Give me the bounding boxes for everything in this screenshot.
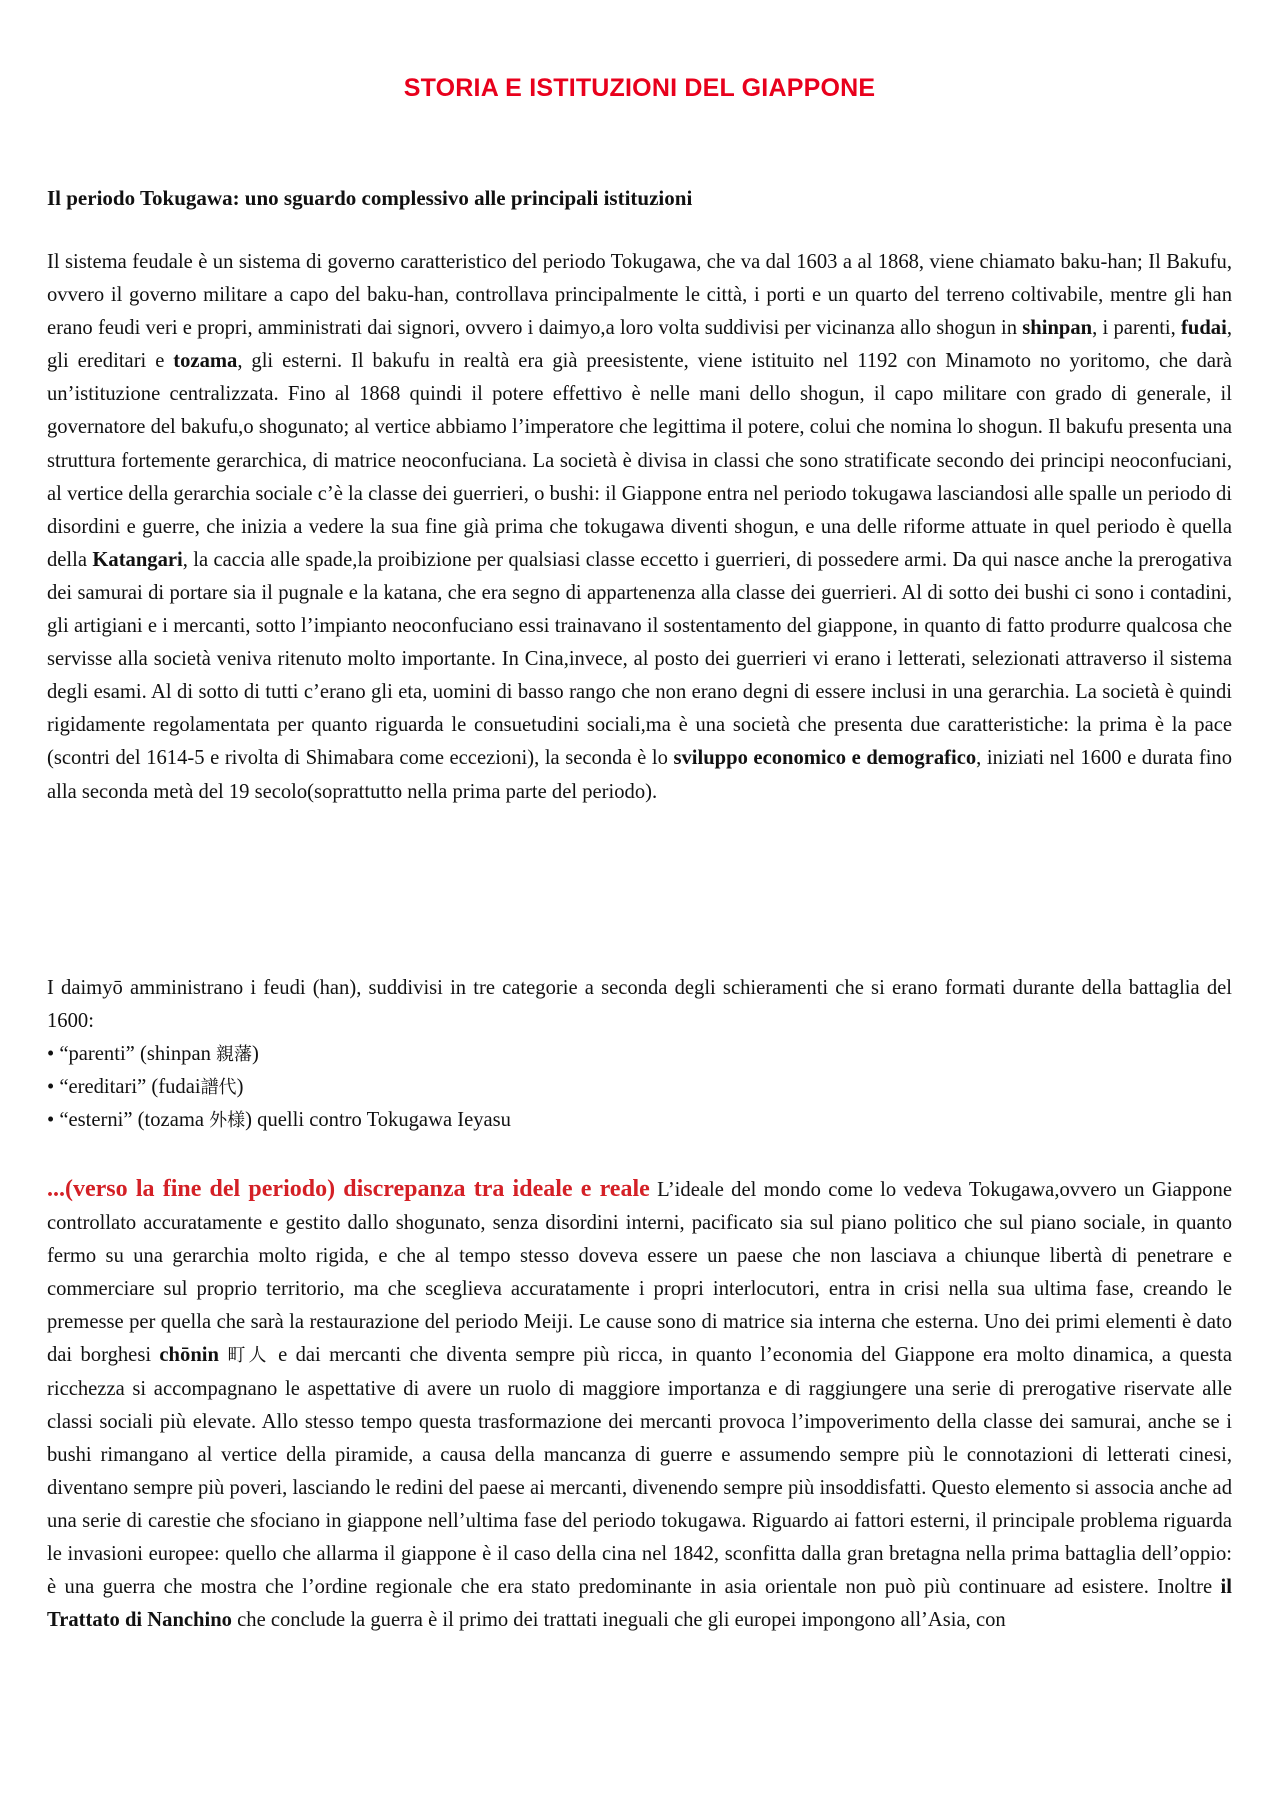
bullet-2-kanji: 譜代 bbox=[200, 1077, 237, 1099]
p1-text-3: , gli ereditari e bbox=[47, 317, 1232, 373]
p3-text-1: L’ideale del mondo come lo vedeva Tokugawa,ovvero un Giappone controllato accuratamente e gestito dallo shogunato, senza disordini interni, pacificato sia sul piano politico che sul piano sociale, in quanto fermo su una gerarchia molto rigida, e che al tempo stesso doveva essere un paese che non lasciava a chiunque libertà di penetrare e commerciare sul proprio territorio, ma che sceglieva accuratamente i propri interlocutori, entra in crisi nella sua ultima fase, creando le premesse per quella che sarà la restaurazione del periodo Meiji. Le cause sono di matrice sia interna che esterna. Uno dei primi elementi è dato dai borghesi bbox=[47, 1179, 1232, 1367]
paragraph-ideal-vs-real bbox=[47, 1173, 1232, 1637]
daimyo-categories-list bbox=[47, 1038, 511, 1137]
bullet-1-kanji: 親藩 bbox=[216, 1044, 253, 1065]
bullet-2-text: • “ereditari” (fudai bbox=[47, 1076, 201, 1099]
p1-text-6: , iniziati nel 1600 e durata fino alla seconda metà del 19 secolo(soprattutto nella prima parte del periodo). bbox=[47, 747, 1232, 803]
document-title: STORIA E ISTITUZIONI DEL GIAPPONE bbox=[403, 74, 876, 102]
term-trattato-nanchino: il Trattato di Nanchino bbox=[47, 1576, 1232, 1632]
paragraph-feudal-system bbox=[47, 246, 1232, 809]
p1-text-2: , i parenti, bbox=[1092, 317, 1182, 340]
p3-text-2: e dai mercanti che diventa sempre più ricca, in quanto l’economia del Giappone era molto dinamica, a questa ricchezza si accompagnano le aspettative di avere un ruolo di maggiore importanza e di raggiungere una serie di prerogative riservate alle classi sociali più elevate. Allo stesso tempo questa trasformazione dei mercanti provoca l’impoverimento della classe dei samurai, anche se i bushi rimangano al vertice della piramide, a causa della mancanza di guerre e assumendo sempre più le connotazioni di letterati cinesi, diventano sempre più poveri, lasciando le redini del paese ai mercanti, divenendo sempre più insoddisfatti. Questo elemento si associa anche ad una serie di carestie che sfociano in giappone nell’ultima fase del periodo tokugawa. Riguardo ai fattori esterni, il principale problema riguarda le invasioni europee: quello che allarma il giappone è il caso della cina nel 1842, sconfitta dalla gran bretagna nella prima battaglia dell’oppio: è una guerra che mostra che l’ordine regionale che era stato predominante in asia orientale non può più continuare ad esistere. Inoltre bbox=[47, 1344, 1232, 1599]
list-item bbox=[47, 1038, 511, 1071]
section-heading: Il periodo Tokugawa: uno sguardo complessivo alle principali istituzioni bbox=[47, 186, 693, 210]
p1-text-4: , gli esterni. Il bakufu in realtà era già preesistente, viene istituito nel 1192 con Minamoto no yoritomo, che darà un’istituzione centralizzata. Fino al 1868 quindi il potere effettivo è nelle mani dello shogun, il capo militare con grado di generale, il governatore del bakufu,o shogunato; al vertice abbiamo l’imperatore che legittima il potere, colui che nomina lo shogun. Il bakufu presenta una struttura fortemente gerarchica, di matrice neoconfuciana. La società è divisa in classi che sono stratificate secondo dei principi neoconfuciani, al vertice della gerarchia sociale c’è la classe dei guerrieri, o bushi: il Giappone entra nel periodo tokugawa lasciandosi alle spalle un periodo di disordini e guerre, che inizia a vedere la sua fine già prima che tokugawa diventi shogun, e una delle riforme attuate in quel periodo è quella della bbox=[47, 350, 1232, 571]
p1-text-5: , la caccia alle spade,la proibizione per qualsiasi classe eccetto i guerrieri, di possedere armi. Da qui nasce anche la prerogativa dei samurai di portare sia il pugnale e la katana, che era segno di appartenenza alla classe dei guerrieri. Al di sotto dei bushi ci sono i contadini, gli artigiani e i mercanti, sotto l’impianto neoconfuciano essi trainavano il sostentamento del giappone, in quanto di fatto produrre qualcosa che servisse alla società veniva ritenuto molto importante. In Cina,invece, al posto dei guerrieri vi erano i letterati, selezionati attraverso il sistema degli esami. Al di sotto di tutti c’erano gli eta, uomini di basso rango che non erano degni di essere inclusi in una gerarchia. La società è quindi rigidamente regolamentata per quanto riguarda le consuetudini sociali,ma è una società che presenta due caratteristiche: la prima è la pace (scontri del 1614-5 e rivolta di Shimabara come eccezioni), la seconda è lo bbox=[47, 548, 1232, 770]
chonin-kanji: 町人 bbox=[227, 1345, 270, 1367]
document-page bbox=[47, 0, 1232, 1808]
bullet-1-text: • “parenti” (shinpan bbox=[47, 1043, 217, 1065]
p1-text-1: Il sistema feudale è un sistema di governo caratteristico del periodo Tokugawa, che va dal 1603 a al 1868, viene chiamato baku-han; Il Bakufu, ovvero il governo militare a capo del baku-han, controllava principalmente le città, i porti e un quarto del terreno coltivabile, mentre gli han erano feudi veri e propri, amministrati dai signori, ovvero i daimyo,a loro volta suddivisi per vicinanza allo shogun in bbox=[47, 251, 1232, 340]
term-fudai: fudai bbox=[1181, 317, 1227, 340]
bullet-3-kanji: 外様 bbox=[209, 1110, 246, 1132]
term-sviluppo: sviluppo economico e demografico bbox=[673, 747, 977, 770]
term-katangari: Katangari bbox=[92, 548, 183, 571]
red-lead-heading: ...(verso la fine del periodo) discrepanza tra ideale e reale bbox=[47, 1176, 650, 1202]
paragraph-daimyo: I daimyō amministrano i feudi (han), suddivisi in tre categorie a seconda degli schieramenti che si erano formati durante della battaglia del 1600: bbox=[47, 977, 1232, 1033]
list-item bbox=[47, 1071, 511, 1104]
p3-text-3: che conclude la guerra è il primo dei trattati ineguali che gli europei impongono all’Asia, con bbox=[231, 1609, 1006, 1632]
term-tozama: tozama bbox=[173, 350, 238, 373]
bullet-1-tail: ) bbox=[252, 1043, 259, 1065]
bullet-2-tail: ) bbox=[236, 1076, 244, 1099]
term-chonin: chōnin bbox=[159, 1344, 219, 1367]
bullet-3-tail: ) quelli contro Tokugawa Ieyasu bbox=[245, 1109, 511, 1132]
list-item bbox=[47, 1104, 511, 1137]
term-shinpan: shinpan bbox=[1022, 317, 1093, 340]
bullet-3-text: • “esterni” (tozama bbox=[47, 1109, 210, 1132]
